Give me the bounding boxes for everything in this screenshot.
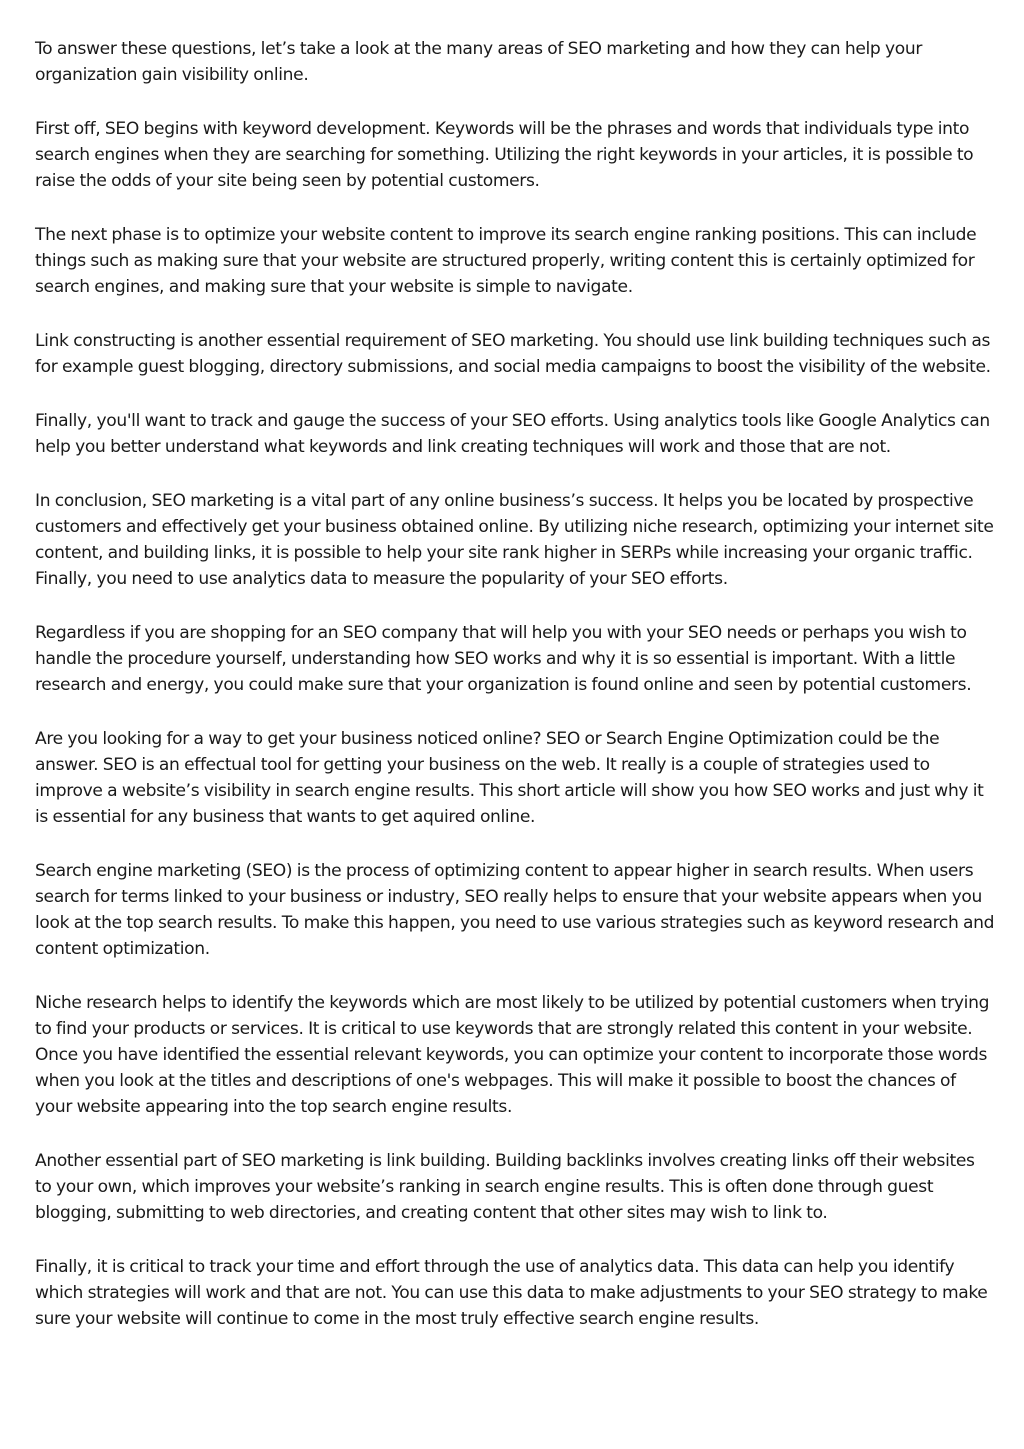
paragraph-5: Finally, you'll want to track and gauge the success of your SEO efforts. Using analytics tools like Google Analytics can help you better understand what keywords and link creating techniques will work and those that are not. — [35, 411, 990, 457]
paragraph-12: Finally, it is critical to track your time and effort through the use of analytics data. This data can help you identify which strategies will work and that are not. You can use this data to make adjustments to your SEO strategy to make sure your website will continue to come in the most truly effective search engine results. — [35, 1257, 988, 1329]
paragraph-11: Another essential part of SEO marketing is link building. Building backlinks involves creating links off their websites to your own, which improves your website’s ranking in search engine results. This is often done through guest blogging, submitting to web directories, and creating content that other sites may wish to link to. — [35, 1151, 975, 1223]
paragraph-3: The next phase is to optimize your website content to improve its search engine ranking positions. This can include things such as making sure that your website are structured properly, writing content this is certainly optimized for search engines, and making sure that your website is simple to navigate. — [35, 225, 977, 297]
paragraph-2: First off, SEO begins with keyword development. Keywords will be the phrases and words that individuals type into search engines when they are searching for something. Utilizing the right keywords in your articles, it is possible to raise the odds of your site being seen by potential customers. — [35, 119, 974, 191]
paragraph-7: Regardless if you are shopping for an SEO company that will help you with your SEO needs or perhaps you wish to handle the procedure yourself, understanding how SEO works and why it is so essential is important. With a little research and energy, you could make sure that your organization is found online and seen by potential customers. — [35, 623, 972, 695]
document-body — [35, 36, 995, 1360]
paragraph-9: Search engine marketing (SEO) is the process of optimizing content to appear higher in search results. When users search for terms linked to your business or industry, SEO really helps to ensure that your website appears when you look at the top search results. To make this happen, you need to use various strategies such as keyword research and content optimization. — [35, 861, 995, 959]
paragraph-1: To answer these questions, let’s take a look at the many areas of SEO marketing and how they can help your organization gain visibility online. — [35, 39, 923, 85]
paragraph-4: Link constructing is another essential requirement of SEO marketing. You should use link building techniques such as for example guest blogging, directory submissions, and social media campaigns to boost the visibility of the website. — [35, 331, 991, 377]
paragraph-8: Are you looking for a way to get your business noticed online? SEO or Search Engine Optimization could be the answer. SEO is an effectual tool for getting your business on the web. It really is a couple of strategies used to improve a website’s visibility in search engine results. This short article will show you how SEO works and just why it is essential for any business that wants to get aquired online. — [35, 729, 984, 827]
paragraph-6: In conclusion, SEO marketing is a vital part of any online business’s success. It helps you be located by prospective customers and effectively get your business obtained online. By utilizing niche research, optimizing your internet site content, and building links, it is possible to help your site rank higher in SERPs while increasing your organic traffic. Finally, you need to use analytics data to measure the popularity of your SEO efforts. — [35, 491, 994, 589]
paragraph-10: Niche research helps to identify the keywords which are most likely to be utilized by potential customers when trying to find your products or services. It is critical to use keywords that are strongly related this content in your website. Once you have identified the essential relevant keywords, you can optimize your content to incorporate those words when you look at the titles and descriptions of one's webpages. This will make it possible to boost the chances of your website appearing into the top search engine results. — [35, 993, 990, 1117]
